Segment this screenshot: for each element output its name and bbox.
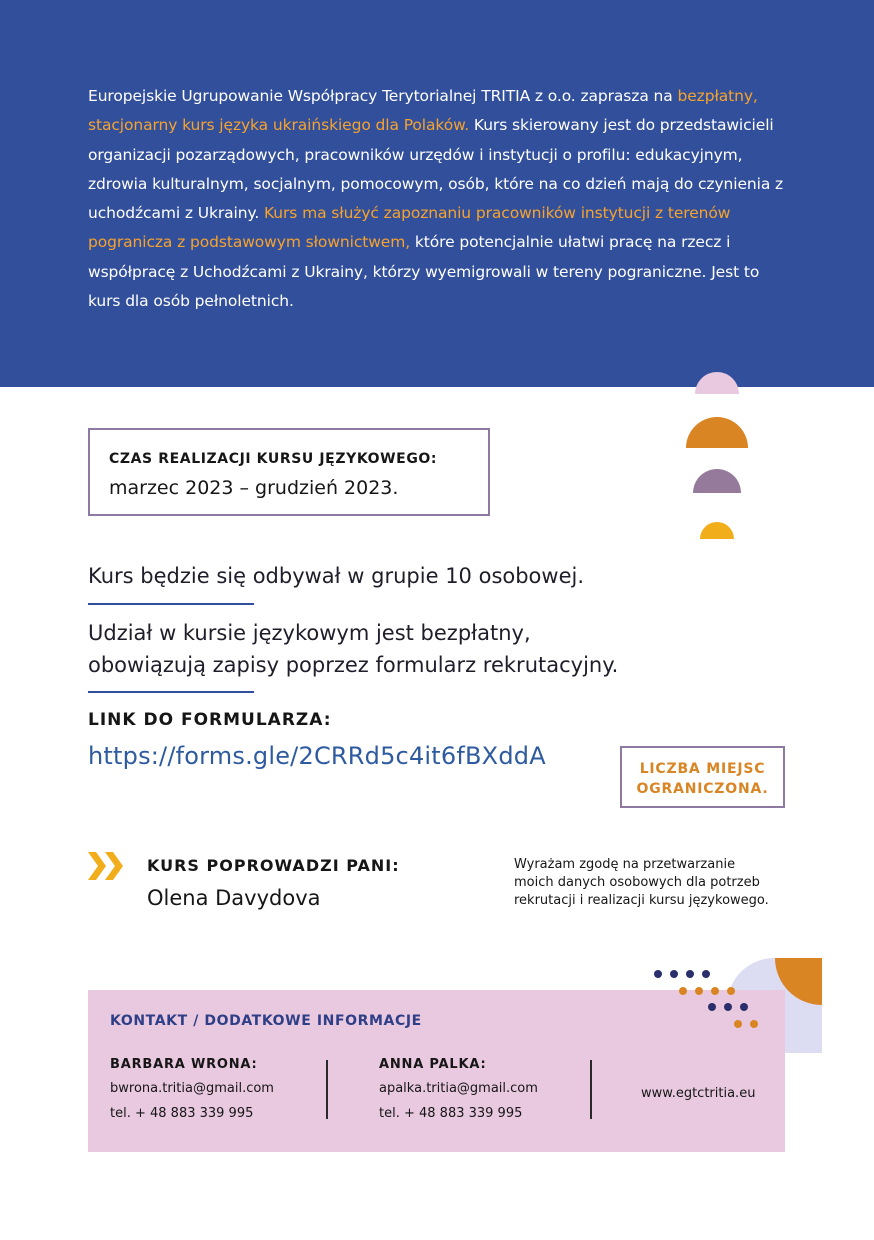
decor-dot xyxy=(679,987,687,995)
consent-line-3: rekrutacji i realizacji kursu językowego. xyxy=(514,893,769,908)
contact-footer xyxy=(88,990,785,1152)
intro-banner xyxy=(0,0,874,387)
form-link-label: LINK DO FORMULARZA: xyxy=(88,710,332,730)
intro-highlight-purpose: Kurs ma służyć zapoznaniu pracowników instytucji z terenów pogranicza z podstawowym słownictwem, xyxy=(88,204,731,252)
contact-email[interactable]: bwrona.tritia@gmail.com xyxy=(110,1081,274,1096)
limited-places-line-1: LICZBA MIEJSC xyxy=(639,761,766,777)
limited-places-text xyxy=(622,759,783,799)
contact-email[interactable]: apalka.tritia@gmail.com xyxy=(379,1081,538,1096)
intro-paragraph xyxy=(88,82,788,316)
teacher-label: KURS POPROWADZI PANI: xyxy=(147,856,400,875)
course-period-value: marzec 2023 – grudzień 2023. xyxy=(109,477,399,499)
website-link[interactable]: www.egtctritia.eu xyxy=(641,1086,756,1101)
intro-text-2: Kurs skierowany jest do przedstawicieli organizacji pozarządowych, pracowników urzędów i instytucji o profilu: edukacyjnym, zdrowia kulturalnym, socjalnym, pomocowym, osób, które na co dzień mają do czynienia z uchodźcami z Ukrainy. xyxy=(88,116,784,223)
contact-name: ANNA PALKA: xyxy=(379,1057,487,1072)
decor-dot xyxy=(724,1003,732,1011)
intro-text-1: Europejskie Ugrupowanie Współpracy Terytorialnej TRITIA z o.o. zaprasza na xyxy=(88,87,678,105)
divider xyxy=(590,1060,592,1119)
decor-orange-half-circle xyxy=(686,417,748,448)
teacher-name: Olena Davydova xyxy=(147,886,321,910)
decor-dot xyxy=(740,1003,748,1011)
divider xyxy=(88,691,254,693)
form-link[interactable]: https://forms.gle/2CRRd5c4it6fBXddA xyxy=(88,742,546,770)
limited-places-box xyxy=(620,746,785,808)
decor-dot xyxy=(708,1003,716,1011)
decor-dot xyxy=(695,987,703,995)
contact-name: BARBARA WRONA: xyxy=(110,1057,258,1072)
consent-note xyxy=(514,856,794,910)
decor-dot xyxy=(734,1020,742,1028)
course-period-box xyxy=(88,428,490,516)
consent-line-1: Wyrażam zgodę na przetwarzanie xyxy=(514,857,736,872)
participation-line-1: Udział w kursie językowym jest bezpłatny, xyxy=(88,621,531,645)
decor-dot xyxy=(654,970,662,978)
decor-purple-half-circle xyxy=(693,469,741,493)
decor-yellow-half-circle xyxy=(700,522,734,539)
decor-dot xyxy=(670,970,678,978)
participation-text xyxy=(88,617,618,681)
course-period-label: CZAS REALIZACJI KURSU JĘZYKOWEGO: xyxy=(109,451,438,467)
decor-dot xyxy=(750,1020,758,1028)
divider xyxy=(326,1060,328,1119)
divider xyxy=(88,603,254,605)
intro-text-3: które potencjalnie ułatwi pracę na rzecz i współpracę z Uchodźcami z Ukrainy, którzy wyemigrowali w tereny pograniczne. Jest to kurs dla osób pełnoletnich. xyxy=(88,233,760,311)
participation-line-2: obowiązują zapisy poprzez formularz rekrutacyjny. xyxy=(88,653,619,677)
contact-phone: tel. + 48 883 339 995 xyxy=(110,1106,254,1121)
decor-dot xyxy=(727,987,735,995)
decor-dot xyxy=(702,970,710,978)
group-size-text: Kurs będzie się odbywał w grupie 10 osobowej. xyxy=(88,564,585,588)
consent-line-2: moich danych osobowych dla potrzeb xyxy=(514,875,760,890)
decor-dot xyxy=(686,970,694,978)
contact-phone: tel. + 48 883 339 995 xyxy=(379,1106,523,1121)
double-chevron-icon xyxy=(88,852,128,880)
contact-title: KONTAKT / DODATKOWE INFORMACJE xyxy=(110,1013,422,1029)
limited-places-line-2: OGRANICZONA. xyxy=(636,781,769,797)
decor-dot xyxy=(711,987,719,995)
intro-highlight-free-course: bezpłatny, stacjonarny kurs języka ukraińskiego dla Polaków. xyxy=(88,87,758,135)
